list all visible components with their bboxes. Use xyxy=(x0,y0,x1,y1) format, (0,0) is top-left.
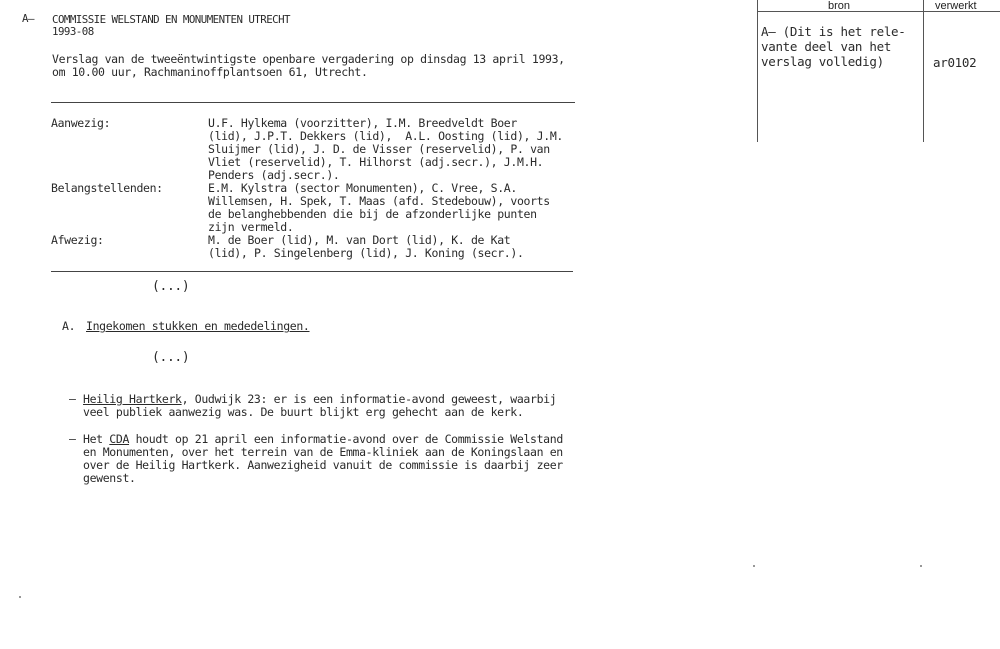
section-marker: A– xyxy=(22,12,34,25)
interested-line: de belanghebbenden die bij de afzonderlijke punten xyxy=(208,207,537,221)
interested-line: E.M. Kylstra (sector Monumenten), C. Vree, S.A. xyxy=(208,181,517,195)
source-note-line: A– (Dit is het rele- xyxy=(761,24,906,39)
scan-speck xyxy=(19,596,21,598)
source-note-line: vante deel van het xyxy=(761,39,892,54)
scan-speck xyxy=(920,565,922,567)
list-bullet: – xyxy=(69,392,76,406)
interested-label: Belangstellenden: xyxy=(51,181,163,195)
heilig-hartkerk-link: Heilig Hartkerk xyxy=(83,392,182,406)
report-intro-line-1: Verslag van de tweeëntwintigste openbare vergadering op dinsdag 13 april 1993, xyxy=(52,52,565,66)
absent-line: M. de Boer (lid), M. van Dort (lid), K. de Kat xyxy=(208,233,511,247)
report-intro-line-2: om 10.00 uur, Rachmaninoffplantsoen 61, Utrecht. xyxy=(52,65,368,79)
scan-speck xyxy=(753,565,755,567)
source-note-line: verslag volledig) xyxy=(761,54,884,69)
list-item-1-line-1: Heilig Hartkerk, Oudwijk 23: er is een informatie-avond geweest, waarbij xyxy=(83,392,557,406)
list-item-2-line-1: Het CDA houdt op 21 april een informatie-avond over de Commissie Welstand xyxy=(83,432,563,446)
column-header-verwerkt: verwerkt xyxy=(935,0,977,12)
interested-line: Willemsen, H. Spek, T. Maas (afd. Stedebouw), voorts xyxy=(208,194,550,208)
organization-name: COMMISSIE WELSTAND EN MONUMENTEN UTRECHT xyxy=(52,13,291,26)
ellipsis: (...) xyxy=(152,279,190,294)
present-label: Aanwezig: xyxy=(51,116,111,130)
present-line: Sluijmer (lid), J. D. de Visser (reservelid), P. van xyxy=(208,142,550,156)
column-header-bron: bron xyxy=(828,0,851,12)
divider-bottom xyxy=(51,271,573,272)
panel-left-border xyxy=(757,0,758,142)
list-item-2-line-4: gewenst. xyxy=(83,471,136,485)
list-item-2-line-3: over de Heilig Hartkerk. Aanwezigheid vanuit de commissie is daarbij zeer xyxy=(83,458,563,472)
list-bullet: – xyxy=(69,432,76,446)
panel-divider xyxy=(923,0,924,142)
list-item-1-line-2: veel publiek aanwezig was. De buurt blijkt erg gehecht aan de kerk. xyxy=(83,405,524,419)
present-line: Vliet (reservelid), T. Hilhorst (adj.secr.), J.M.H. xyxy=(208,155,544,169)
absent-label: Afwezig: xyxy=(51,233,104,247)
divider-top xyxy=(51,102,575,103)
ellipsis: (...) xyxy=(152,350,190,365)
section-title: Ingekomen stukken en mededelingen. xyxy=(86,319,310,333)
section-letter: A. xyxy=(62,319,76,333)
present-line: U.F. Hylkema (voorzitter), I.M. Breedveldt Boer xyxy=(208,116,517,130)
present-line: (lid), J.P.T. Dekkers (lid), A.L. Oosting (lid), J.M. xyxy=(208,129,563,143)
interested-line: zijn vermeld. xyxy=(208,220,294,234)
list-item-2-line-2: en Monumenten, over het terrein van de Emma-kliniek aan de Koningslaan en xyxy=(83,445,563,459)
present-line: Penders (adj.secr.). xyxy=(208,168,340,182)
archive-code: ar0102 xyxy=(933,55,977,70)
cda-link: CDA xyxy=(109,432,130,446)
absent-line: (lid), P. Singelenberg (lid), J. Koning (secr.). xyxy=(208,246,524,260)
report-number: 1993-08 xyxy=(52,25,94,38)
